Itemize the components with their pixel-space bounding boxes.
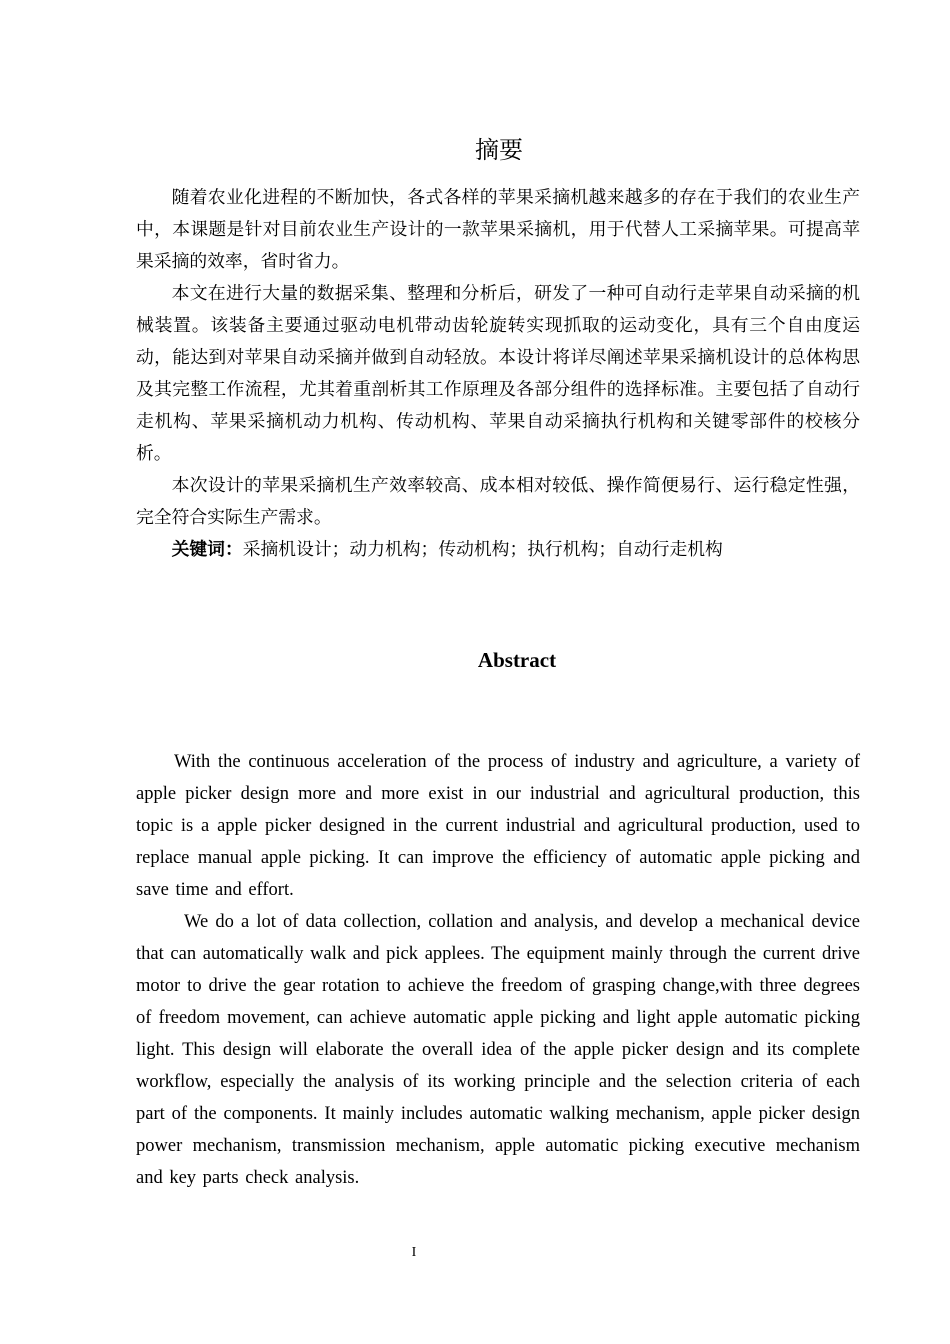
abstract-cn-body bbox=[136, 182, 860, 566]
page-number: I bbox=[411, 1245, 417, 1260]
keywords-label: 关键词： bbox=[171, 539, 243, 560]
keywords-text: 采摘机设计；动力机构；传动机构；执行机构；自动行走机构 bbox=[242, 539, 723, 560]
abstract-en-paragraph-2: We do a lot of data collection, collation and analysis, and develop a mechanical device that can automatically walk and pick applees. The equipment mainly through the current drive motor to drive the gear rotation to achieve the freedom of grasping change,with three degrees of freedom movement, can achieve automatic apple picking and light apple automatic picking light. This design will elaborate the overall idea of the apple picker design and its complete workflow, especially the analysis of its working principle and the selection criteria of each part of the components. It mainly includes automatic walking mechanism, apple picker design power mechanism, transmission mechanism, apple automatic picking executive mechanism and key parts check analysis. bbox=[136, 912, 860, 1188]
keywords-line bbox=[136, 534, 860, 566]
abstract-en-paragraph-1: With the continuous acceleration of the process of industry and agriculture, a variety of apple picker design more and more exist in our industrial and agricultural production, this topic is a apple picker designed in the current industrial and agricultural production, used to replace manual apple picking. It can improve the efficiency of automatic apple picking and save time and effort. bbox=[136, 752, 860, 900]
abstract-cn-title: 摘要 bbox=[475, 136, 523, 164]
abstract-cn-paragraph-1: 随着农业化进程的不断加快，各式各样的苹果采摘机越来越多的存在于我们的农业生产中，本课题是针对目前农业生产设计的一款苹果采摘机，用于代替人工采摘苹果。可提高苹果采摘的效率，省时省力。 bbox=[136, 187, 860, 272]
abstract-cn-paragraph-2: 本文在进行大量的数据采集、整理和分析后，研发了一种可自动行走苹果自动采摘的机械装置。该装备主要通过驱动电机带动齿轮旋转实现抓取的运动变化，具有三个自由度运动，能达到对苹果自动采摘并做到自动轻放。本设计将详尽阐述苹果采摘机设计的总体构思及其完整工作流程，尤其着重剖析其工作原理及各部分组件的选择标准。主要包括了自动行走机构、苹果采摘机动力机构、传动机构、苹果自动采摘执行机构和关键零部件的校核分析。 bbox=[136, 283, 860, 464]
abstract-en-title: Abstract bbox=[477, 648, 557, 672]
abstract-cn-paragraph-3: 本次设计的苹果采摘机生产效率较高、成本相对较低、操作简便易行、运行稳定性强，完全符合实际生产需求。 bbox=[136, 475, 860, 528]
abstract-en-body bbox=[136, 746, 860, 1194]
